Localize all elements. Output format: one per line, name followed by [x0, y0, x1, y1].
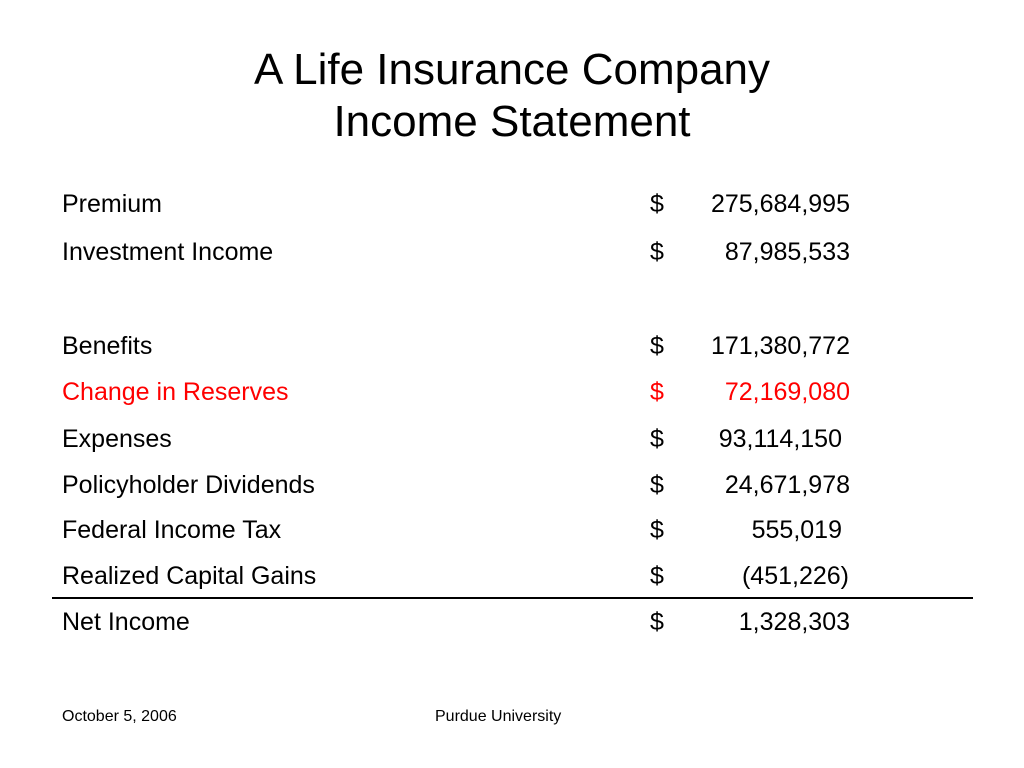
- row-amount: (451,226): [741, 562, 849, 590]
- total-amount: 1,328,303: [738, 608, 850, 636]
- row-policyholder-dividends: [62, 468, 862, 502]
- total-divider: [52, 597, 973, 599]
- row-federal-income-tax: [62, 513, 862, 547]
- row-realized-capital-gains: [62, 559, 862, 593]
- row-label: Federal Income Tax: [62, 516, 282, 544]
- footer-date: October 5, 2006: [62, 708, 177, 725]
- row-amount: 24,671,978: [724, 471, 850, 499]
- row-currency: $: [650, 471, 664, 499]
- row-label: Realized Capital Gains: [62, 562, 317, 590]
- row-amount: 93,114,150: [718, 425, 842, 453]
- total-currency: $: [650, 608, 664, 636]
- row-amount: 275,684,995: [710, 190, 850, 218]
- row-label: Premium: [62, 190, 163, 218]
- title-line-2: Income Statement: [333, 97, 691, 146]
- row-currency: $: [650, 516, 664, 544]
- row-currency: $: [650, 190, 664, 218]
- row-investment-income: [62, 235, 862, 269]
- row-currency: $: [650, 425, 664, 453]
- row-label: Policyholder Dividends: [62, 471, 315, 499]
- row-label: Investment Income: [62, 238, 274, 266]
- row-expenses: [62, 422, 862, 456]
- row-currency: $: [650, 378, 664, 406]
- row-amount: 171,380,772: [710, 332, 850, 360]
- total-label: Net Income: [62, 608, 190, 636]
- row-change-in-reserves: [62, 375, 862, 409]
- row-premium: [62, 187, 862, 221]
- row-currency: $: [650, 562, 664, 590]
- row-label: Change in Reserves: [62, 378, 289, 406]
- row-amount: 72,169,080: [724, 378, 850, 406]
- row-benefits: [62, 329, 862, 363]
- row-net-income: [62, 605, 862, 639]
- title-line-1: A Life Insurance Company: [253, 45, 771, 94]
- row-currency: $: [650, 238, 664, 266]
- row-amount: 87,985,533: [724, 238, 850, 266]
- row-label: Benefits: [62, 332, 153, 360]
- slide-title: [0, 44, 1024, 148]
- row-amount: 555,019: [751, 516, 842, 544]
- footer-organization: Purdue University: [435, 708, 562, 725]
- row-label: Expenses: [62, 425, 172, 453]
- row-currency: $: [650, 332, 664, 360]
